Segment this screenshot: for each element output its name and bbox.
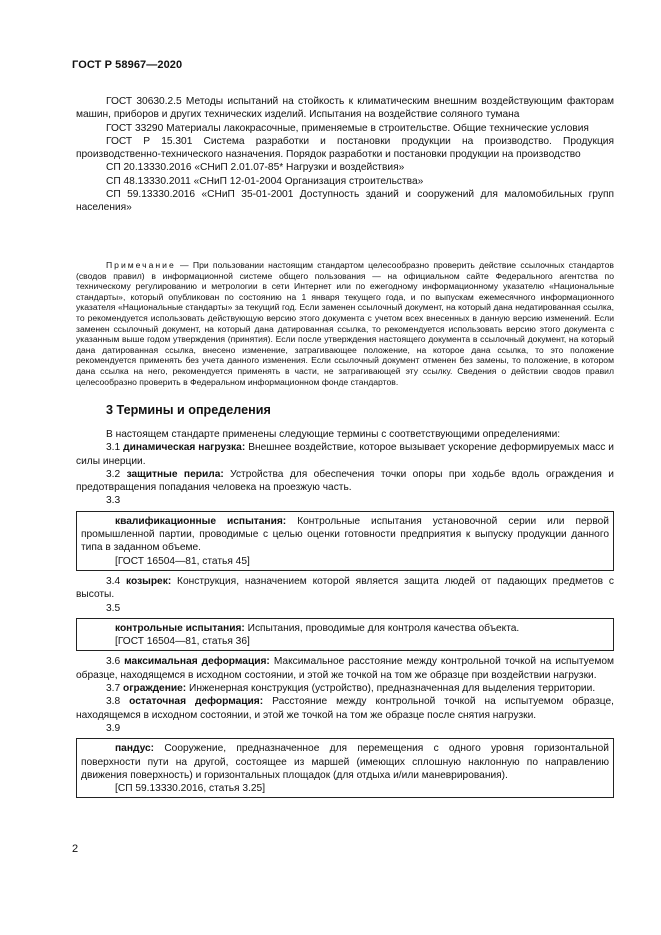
term-3-4: 3.4 козырек: Конструкция, назначением которой является защита людей от падающих предметов с высоты. — [76, 575, 615, 601]
reference-item: СП 59.13330.2016 «СНиП 35-01-2001 Доступность зданий и сооружений для маломобильных групп населения» — [76, 189, 614, 214]
term-3-7: 3.7 ограждение: Инженерная конструкция (устройство), предназначенная для выделения территории. — [106, 683, 596, 695]
term-definition: Устройства для обеспечения точки опоры при ходьбе вдоль ограждения и предотвращения попадания человека на проезжую часть. — [76, 468, 614, 494]
term-source: [ГОСТ 16504—81, статья 36] — [115, 636, 250, 648]
note-block — [76, 260, 614, 387]
term-definition: Максимальное расстояние между контрольной точкой на испытуемом образце, находящемся в исходном состоянии, и этой же точкой на том же образце при воздействии нагрузки. — [76, 656, 614, 681]
reference-item: СП 48.13330.2011 «СНиП 12-01-2004 Организация строительства» — [106, 175, 424, 187]
term-name: максимальная деформация: — [124, 656, 270, 668]
reference-item: СП 20.13330.2016 «СНиП 2.01.07-85* Нагрузки и воздействия» — [106, 162, 405, 174]
terms-list — [76, 428, 614, 802]
term-name: защитные перила: — [126, 468, 224, 480]
note-text: — При пользовании настоящим стандартом целесообразно проверить действие ссылочных стандартов (сводов правил) в информационной системе общего пользования — на официальном сайте Федерального агентства по техническому регулированию и метрологии в сети Интернет или по ежегодному информационному указателю «Национальные стандарты», который опубликован по состоянию на 1 января текущего года, и по выпускам ежемесячного информационного указателя «Национальные стандарты» за текущий год. Если заменен ссылочный документ, на который дана недатированная ссылка, то рекомендуется использовать действующую версию этого документа с учетом всех внесенных в данную версию изменений. Если заменен ссылочный документ, на который дана датированная ссылка, то рекомендуется использовать версию этого документа с указанным выше годом утверждения (принятия). Если после утверждения настоящего документа в ссылочный документ, на который дана датированная ссылка, внесено изменение, затрагивающее положение, на которое дана ссылка, то это положение рекомендуется применять без учета данного изменения. Если ссылочный документ отменен без замены, то положение, в котором дана ссылка на него, рекомендуется применять в части, не затрагивающей эту ссылку. Сведения о действии сводов правил целесообразно проверить в Федеральном информационном фонде стандартов. — [76, 260, 614, 387]
page-number: 2 — [72, 843, 79, 855]
term-3-5-box — [76, 618, 614, 652]
term-definition: Контрольные испытания установочной серии или первой промышленной партии, проводимые с целью оценки готовности предприятия к выпуску продукции данного типа в заданном объеме. — [81, 515, 609, 554]
note-label: Примечание — [106, 260, 176, 270]
term-source: [СП 59.13330.2016, статья 3.25] — [115, 783, 266, 795]
term-definition: Конструкция, назначением которой является защита людей от падающих предметов с высоты. — [76, 575, 615, 601]
term-definition: Внешнее воздействие, которое вызывает ускорение деформируемых масс и силы инерции. — [76, 442, 614, 467]
term-definition: Инженерная конструкция (устройство), предназначенная для выделения территории. — [186, 683, 596, 695]
term-name: пандус: — [115, 743, 155, 755]
term-name: козырек: — [126, 575, 172, 587]
term-3-2: 3.2 защитные перила: Устройства для обеспечения точки опоры при ходьбе вдоль ограждения и предотвращения попадания человека на проезжую часть. — [76, 468, 614, 494]
term-definition: Расстояние между контрольной точкой на испытуемом образце, находящемся в исходном состоянии, и этой же точкой на том же образце после снятия нагрузки. — [76, 696, 614, 721]
reference-item: ГОСТ 30630.2.5 Методы испытаний на стойкость к климатическим внешним воздействующим факторам машин, приборов и других технических изделий. Испытания на воздействие соляного тумана — [76, 96, 614, 121]
term-number: 3.5 — [106, 602, 121, 614]
terms-intro: В настоящем стандарте применены следующие термины с соответствующими определениями: — [106, 429, 561, 440]
term-name: квалификационные испытания: — [115, 515, 287, 527]
document-header: ГОСТ Р 58967—2020 — [72, 59, 183, 71]
term-name: динамическая нагрузка: — [123, 442, 246, 454]
term-number: 3.9 — [106, 722, 121, 734]
section-title: 3 Термины и определения — [106, 403, 271, 417]
term-number: 3.3 — [106, 495, 121, 507]
term-3-9-box — [76, 738, 614, 798]
reference-item: ГОСТ 33290 Материалы лакокрасочные, применяемые в строительстве. Общие технические условия — [106, 122, 589, 134]
normative-references — [76, 95, 614, 215]
term-source: [ГОСТ 16504—81, статья 45] — [115, 555, 250, 567]
term-3-6: 3.6 максимальная деформация: Максимальное расстояние между контрольной точкой на испытуемом образце, находящемся в исходном состоянии, и этой же точкой на том же образце при воздействии нагрузки. — [76, 656, 614, 681]
term-3-1: 3.1 динамическая нагрузка: Внешнее воздействие, которое вызывает ускорение деформируемых масс и силы инерции. — [76, 442, 614, 467]
term-3-3-box — [76, 511, 614, 571]
reference-item: ГОСТ Р 15.301 Система разработки и постановки продукции на производство. Продукция производственно-технического назначения. Порядок разработки и постановки продукции на производство — [76, 135, 614, 161]
term-3-8: 3.8 остаточная деформация: Расстояние между контрольной точкой на испытуемом образце, находящемся в исходном состоянии, и этой же точкой на том же образце после снятия нагрузки. — [76, 696, 614, 721]
term-name: ограждение: — [123, 683, 187, 695]
term-name: контрольные испытания: — [115, 622, 245, 634]
term-name: остаточная деформация: — [129, 696, 264, 708]
term-definition: Испытания, проводимые для контроля качества объекта. — [244, 622, 520, 634]
term-definition: Сооружение, предназначенное для перемещения с одного уровня горизонтальной поверхности пути на другой, состоящее из маршей (имеющих сплошную наклонную по направлению движения поверхность) и горизонтальных площадок (для отдыха и/или маневрирования). — [81, 743, 609, 781]
